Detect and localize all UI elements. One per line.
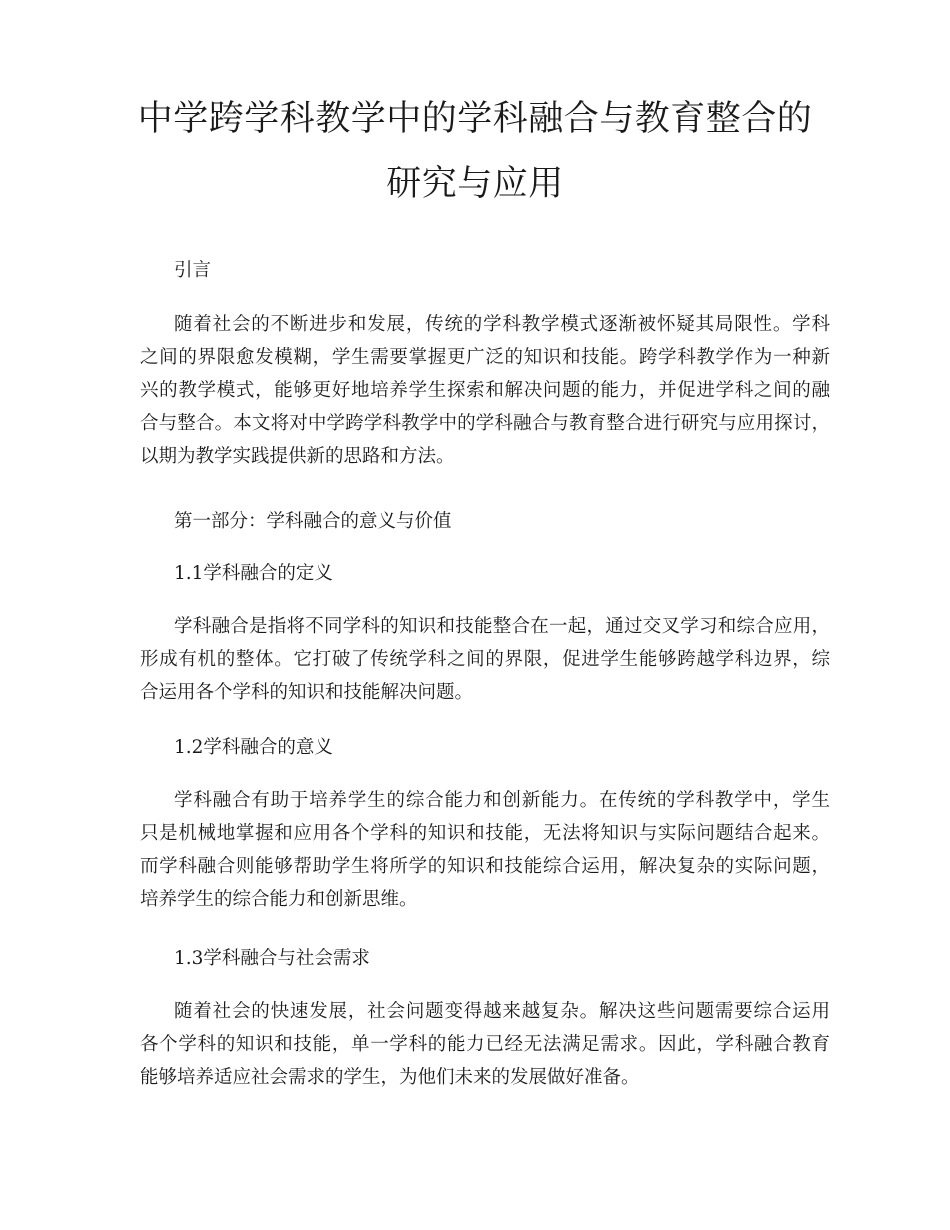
section-1-2-paragraph xyxy=(140,784,830,916)
document-title-line-2: 研究与应用 xyxy=(386,164,564,204)
paragraph-line: 学科融合是指将不同学科的知识和技能整合在一起，通过交叉学习和综合应用， xyxy=(174,616,830,637)
paragraph-line: 只是机械地掌握和应用各个学科的知识和技能，无法将知识与实际问题结合起来。 xyxy=(140,823,830,844)
paragraph-line: 学科融合有助于培养学生的综合能力和创新能力。在传统的学科教学中，学生 xyxy=(174,790,830,811)
paragraph-line: 能够培养适应社会需求的学生，为他们未来的发展做好准备。 xyxy=(140,1067,640,1088)
part1-heading: 第一部分：学科融合的意义与价值 xyxy=(174,511,452,532)
intro-heading: 引言 xyxy=(174,260,212,281)
paragraph-line: 兴的教学模式，能够更好地培养学生探索和解决问题的能力，并促进学科之间的融 xyxy=(140,380,830,401)
section-1-3-paragraph xyxy=(140,995,830,1094)
paragraph-line: 以期为教学实践提供新的思路和方法。 xyxy=(140,446,455,467)
paragraph-line: 随着社会的快速发展，社会问题变得越来越复杂。解决这些问题需要综合运用 xyxy=(174,1001,830,1022)
paragraph-line: 之间的界限愈发模糊，学生需要掌握更广泛的知识和技能。跨学科教学作为一种新 xyxy=(140,347,830,368)
paragraph-line: 形成有机的整体。它打破了传统学科之间的界限，促进学生能够跨越学科边界，综 xyxy=(140,649,830,670)
document-title-line-1: 中学跨学科教学中的学科融合与教育整合的 xyxy=(137,99,813,139)
paragraph-line: 合与整合。本文将对中学跨学科教学中的学科融合与教育整合进行研究与应用探讨， xyxy=(140,413,830,434)
paragraph-line: 培养学生的综合能力和创新思维。 xyxy=(140,889,418,910)
section-1-1-heading: 1.1学科融合的定义 xyxy=(174,563,333,584)
section-1-1-paragraph xyxy=(140,610,830,709)
paragraph-line: 而学科融合则能够帮助学生将所学的知识和技能综合运用，解决复杂的实际问题， xyxy=(140,856,830,877)
section-1-3-heading: 1.3学科融合与社会需求 xyxy=(174,948,370,969)
intro-paragraph xyxy=(140,308,830,473)
paragraph-line: 随着社会的不断进步和发展，传统的学科教学模式逐渐被怀疑其局限性。学科 xyxy=(174,314,830,335)
paragraph-line: 各个学科的知识和技能，单一学科的能力已经无法满足需求。因此，学科融合教育 xyxy=(140,1034,830,1055)
section-1-2-heading: 1.2学科融合的意义 xyxy=(174,737,333,758)
paragraph-line: 合运用各个学科的知识和技能解决问题。 xyxy=(140,682,474,703)
